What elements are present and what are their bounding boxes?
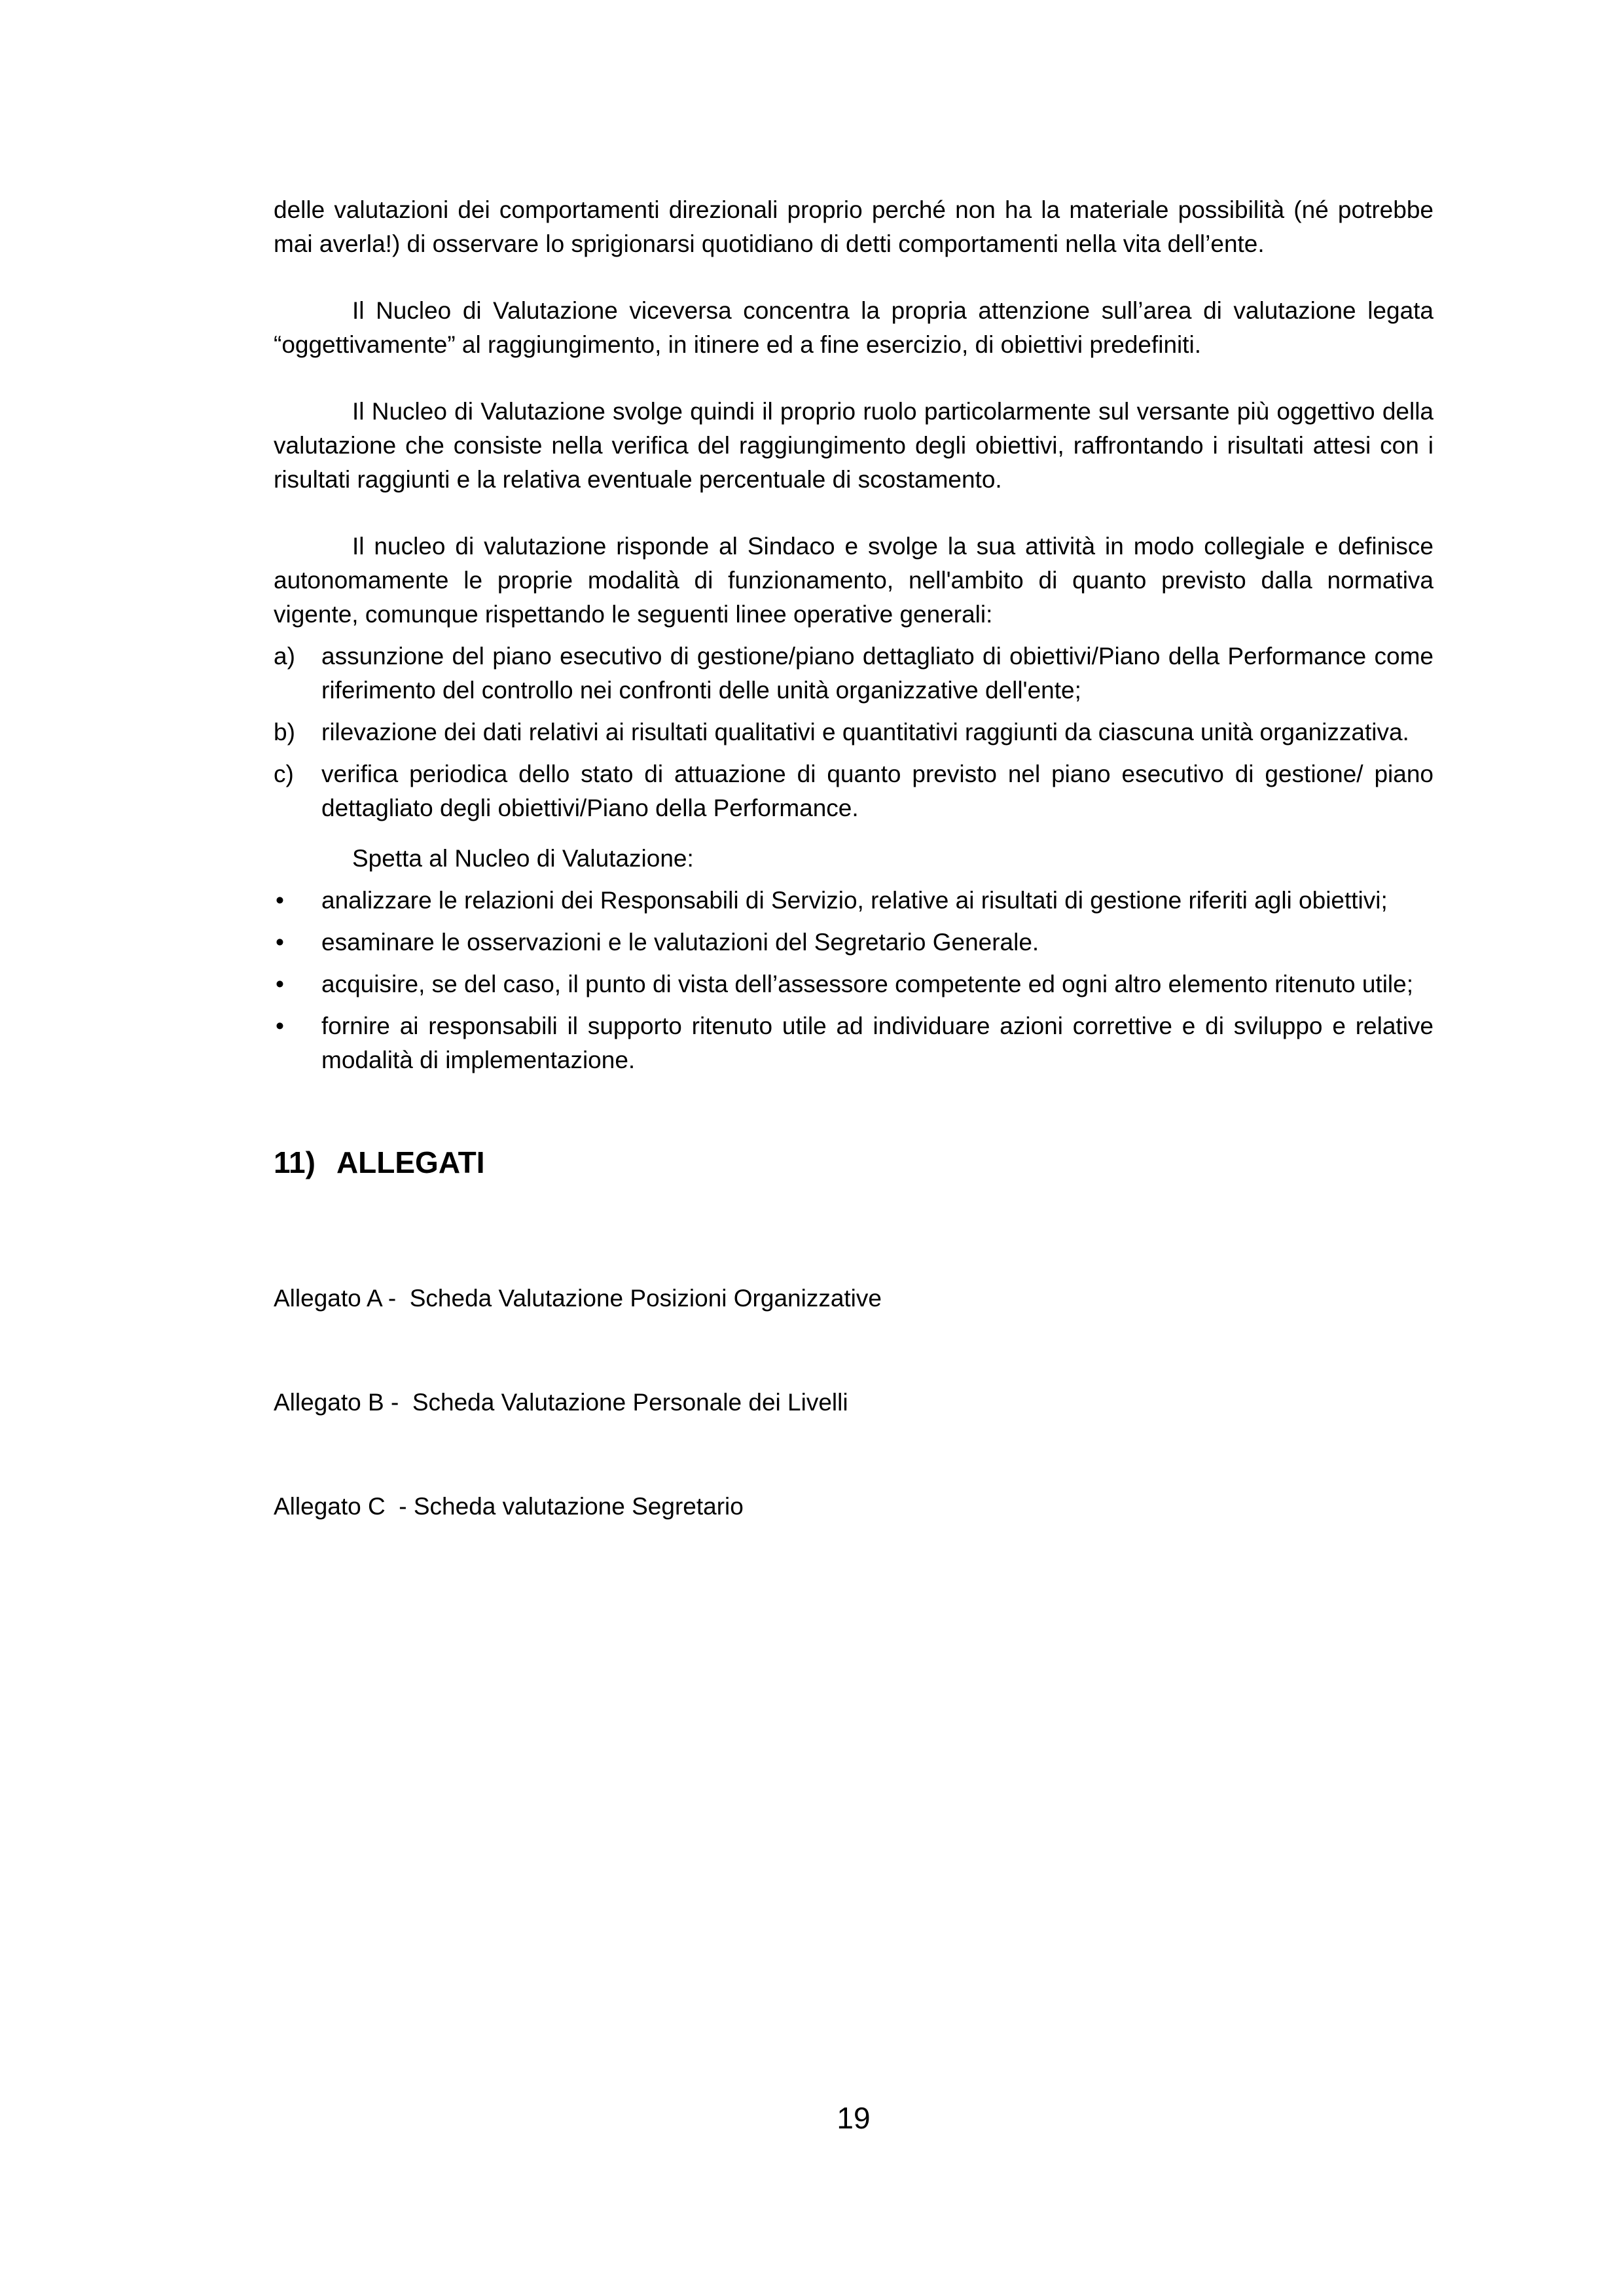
body-paragraph: Il Nucleo di Valutazione viceversa concentra la propria attenzione sull’area di valutazione legata “oggettivamente” al raggiungimento, in itinere ed a fine esercizio, di obiettivi predefiniti. <box>274 297 1434 358</box>
list-marker: c) <box>274 761 294 787</box>
list-item <box>274 925 1434 960</box>
list-item <box>274 967 1434 1001</box>
list-item-text: assunzione del piano esecutivo di gestione/piano dettagliato di obiettivi/Piano della Performance come riferimento del controllo nei confronti delle unità organizzative dell'ente; <box>321 643 1434 704</box>
attachment-line: Allegato A - Scheda Valutazione Posizioni Organizzative <box>274 1285 882 1312</box>
attachment-line: Allegato C - Scheda valutazione Segretario <box>274 1493 744 1520</box>
list-item <box>274 1009 1434 1077</box>
body-paragraph: delle valutazioni dei comportamenti direzionali proprio perché non ha la materiale possibilità (né potrebbe mai averla!) di osservare lo sprigionarsi quotidiano di detti comportamenti nella vita dell’ente. <box>274 196 1434 257</box>
bullet-icon: • <box>276 887 284 914</box>
page-number: 19 <box>837 2101 871 2135</box>
section-number: 11) <box>274 1145 316 1179</box>
intro-line: Spetta al Nucleo di Valutazione: <box>352 845 694 872</box>
section-heading <box>274 1143 1434 1182</box>
bullet-icon: • <box>276 971 284 997</box>
list-item-text: acquisire, se del caso, il punto di vista dell’assessore competente ed ogni altro elemento ritenuto utile; <box>321 971 1413 997</box>
text-column <box>274 193 1434 1593</box>
bullet-list <box>274 884 1434 1077</box>
section-title: ALLEGATI <box>336 1145 485 1179</box>
list-marker: b) <box>274 719 295 745</box>
attachments-list <box>274 1211 1434 1593</box>
list-item-text: fornire ai responsabili il supporto ritenuto utile ad individuare azioni correttive e di sviluppo e relative modalità di implementazione. <box>321 1013 1434 1073</box>
body-paragraph: Il Nucleo di Valutazione svolge quindi il proprio ruolo particolarmente sul versante più oggettivo della valutazione che consiste nella verifica del raggiungimento degli obiettivi, raffrontando i risultati attesi con i risultati raggiunti e la relativa eventuale percentuale di scostamento. <box>274 398 1434 493</box>
list-marker: a) <box>274 643 295 670</box>
list-item <box>274 715 1434 749</box>
list-item <box>274 757 1434 825</box>
list-item-text: esaminare le osservazioni e le valutazioni del Segretario Generale. <box>321 929 1039 956</box>
list-item-text: analizzare le relazioni dei Responsabili di Servizio, relative ai risultati di gestione riferiti agli obiettivi; <box>321 887 1388 914</box>
bullet-icon: • <box>276 929 284 956</box>
attachment-line: Allegato B - Scheda Valutazione Personale dei Livelli <box>274 1389 848 1416</box>
list-item <box>274 884 1434 918</box>
list-item-text: rilevazione dei dati relativi ai risultati qualitativi e quantitativi raggiunti da ciascuna unità organizzativa. <box>321 719 1409 745</box>
list-item-text: verifica periodica dello stato di attuazione di quanto previsto nel piano esecutivo di gestione/ piano dettagliato degli obiettivi/Piano della Performance. <box>321 761 1434 821</box>
body-paragraph: Il nucleo di valutazione risponde al Sindaco e svolge la sua attività in modo collegiale e definisce autonomamente le proprie modalità di funzionamento, nell'ambito di quanto previsto dalla normativa vigente, comunque rispettando le seguenti linee operative generali: <box>274 533 1434 628</box>
lettered-list <box>274 639 1434 825</box>
list-item <box>274 639 1434 708</box>
bullet-icon: • <box>276 1013 284 1039</box>
